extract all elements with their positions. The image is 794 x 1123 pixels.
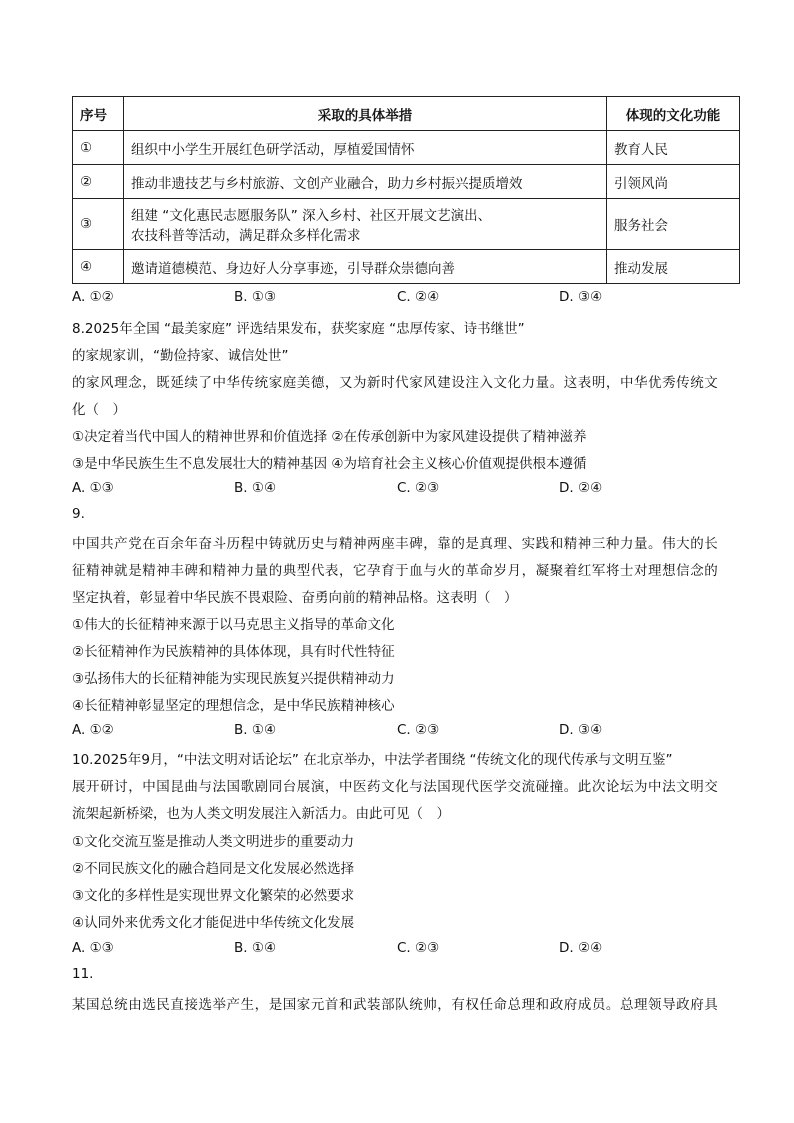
row-function: 引领风尚 xyxy=(607,165,740,199)
q8-stem-line: 化（ ） xyxy=(72,402,126,418)
q8-statement: ①决定着当代中国人的精神世界和价值选择 ②在传承创新中为家风建设提供了精神滋养 xyxy=(72,429,587,445)
header-measure: 采取的具体举措 xyxy=(124,97,607,131)
q8-options xyxy=(72,480,752,498)
q9-statement: ①伟大的长征精神来源于以马克思主义指导的革命文化 xyxy=(72,617,395,633)
q7-options xyxy=(72,289,752,307)
option-d: D. ②④ xyxy=(559,940,603,956)
q10-stem-line: 展开研讨，中国昆曲与法国歌剧同台展演，中医药文化与法国现代医学交流碰撞。此次论坛为中法文明交 xyxy=(72,779,719,795)
row-function: 服务社会 xyxy=(607,199,740,250)
measures-table xyxy=(72,96,740,284)
q11-number: 11. xyxy=(72,966,94,982)
row-measure-line: 农技科普等活动，满足群众多样化需求 xyxy=(131,228,361,244)
row-function: 推动发展 xyxy=(607,250,740,284)
table-row xyxy=(73,250,740,284)
row-number: ② xyxy=(73,165,124,199)
row-number: ① xyxy=(73,131,124,165)
q10-statement: ①文化交流互鉴是推动人类文明进步的重要动力 xyxy=(72,834,355,850)
q8-stem-line: 的家风理念，既延续了中华传统家庭美德，又为新时代家风建设注入文化力量。这表明，中华优秀传统文 xyxy=(72,375,719,391)
q10-stem-line: 流架起新桥梁，也为人类文明发展注入新活力。由此可见（ ） xyxy=(72,806,450,822)
q10-statement: ②不同民族文化的融合趋同是文化发展必然选择 xyxy=(72,861,355,877)
row-measure-line: 组建 “文化惠民志愿服务队” 深入乡村、社区开展文艺演出、 xyxy=(131,208,492,224)
q10-statement: ④认同外来优秀文化才能促进中华传统文化发展 xyxy=(72,915,355,931)
option-d: D. ③④ xyxy=(559,722,603,738)
table-row xyxy=(73,165,740,199)
option-b: B. ①③ xyxy=(234,289,277,305)
q9-statement: ③弘扬伟大的长征精神能为实现民族复兴提供精神动力 xyxy=(72,671,395,687)
option-b: B. ①④ xyxy=(234,480,277,496)
option-c: C. ②③ xyxy=(397,722,440,738)
q9-statement: ④长征精神彰显坚定的理想信念，是中华民族精神核心 xyxy=(72,698,395,714)
header-number: 序号 xyxy=(73,97,124,131)
option-c: C. ②③ xyxy=(397,940,440,956)
option-d: D. ③④ xyxy=(559,289,603,305)
q10-statement: ③文化的多样性是实现世界文化繁荣的必然要求 xyxy=(72,888,355,904)
option-a: A. ①③ xyxy=(72,480,114,496)
option-c: C. ②④ xyxy=(397,289,440,305)
option-b: B. ①④ xyxy=(234,940,277,956)
option-a: A. ①② xyxy=(72,289,114,305)
q10-stem-line: 10.2025年9月，“中法文明对话论坛” 在北京举办，中法学者围绕 “传统文化的现代传承与文明互鉴” xyxy=(72,752,673,768)
row-function: 教育人民 xyxy=(607,131,740,165)
row-number: ④ xyxy=(73,250,124,284)
table-row xyxy=(73,199,740,250)
q9-options xyxy=(72,722,752,740)
row-number: ③ xyxy=(73,199,124,250)
header-function: 体现的文化功能 xyxy=(607,97,740,131)
row-measure: 推动非遗技艺与乡村旅游、文创产业融合，助力乡村振兴提质增效 xyxy=(124,165,607,199)
q8-stem-line: 的家规家训，“勤俭持家、诚信处世” xyxy=(72,348,289,364)
option-d: D. ②④ xyxy=(559,480,603,496)
q11-stem-line: 某国总统由选民直接选举产生，是国家元首和武装部队统帅，有权任命总理和政府成员。总理领导政府具 xyxy=(72,997,719,1013)
row-measure: 邀请道德模范、身边好人分享事迹，引导群众崇德向善 xyxy=(124,250,607,284)
q8-statement: ③是中华民族生生不息发展壮大的精神基因 ④为培育社会主义核心价值观提供根本遵循 xyxy=(72,456,587,472)
table-row xyxy=(73,131,740,165)
q9-stem-line: 征精神就是精神丰碑和精神力量的典型代表，它孕育于血与火的革命岁月，凝聚着红军将士对理想信念的 xyxy=(72,563,719,579)
option-a: A. ①③ xyxy=(72,940,114,956)
q9-number: 9. xyxy=(72,506,85,522)
row-measure: 组织中小学生开展红色研学活动，厚植爱国情怀 xyxy=(124,131,607,165)
option-c: C. ②③ xyxy=(397,480,440,496)
table-header-row xyxy=(73,97,740,131)
q9-statement: ②长征精神作为民族精神的具体体现，具有时代性特征 xyxy=(72,644,395,660)
q10-options xyxy=(72,940,752,958)
q9-stem-line: 坚定执着，彰显着中华民族不畏艰险、奋勇向前的精神品格。这表明（ ） xyxy=(72,590,518,606)
row-measure xyxy=(124,199,607,250)
q8-stem-line: 8.2025年全国 “最美家庭” 评选结果发布，获奖家庭 “忠厚传家、诗书继世” xyxy=(72,321,525,337)
q9-stem-line: 中国共产党在百余年奋斗历程中铸就历史与精神两座丰碑，靠的是真理、实践和精神三种力量。伟大的长 xyxy=(72,536,719,552)
option-a: A. ①② xyxy=(72,722,114,738)
option-b: B. ①④ xyxy=(234,722,277,738)
